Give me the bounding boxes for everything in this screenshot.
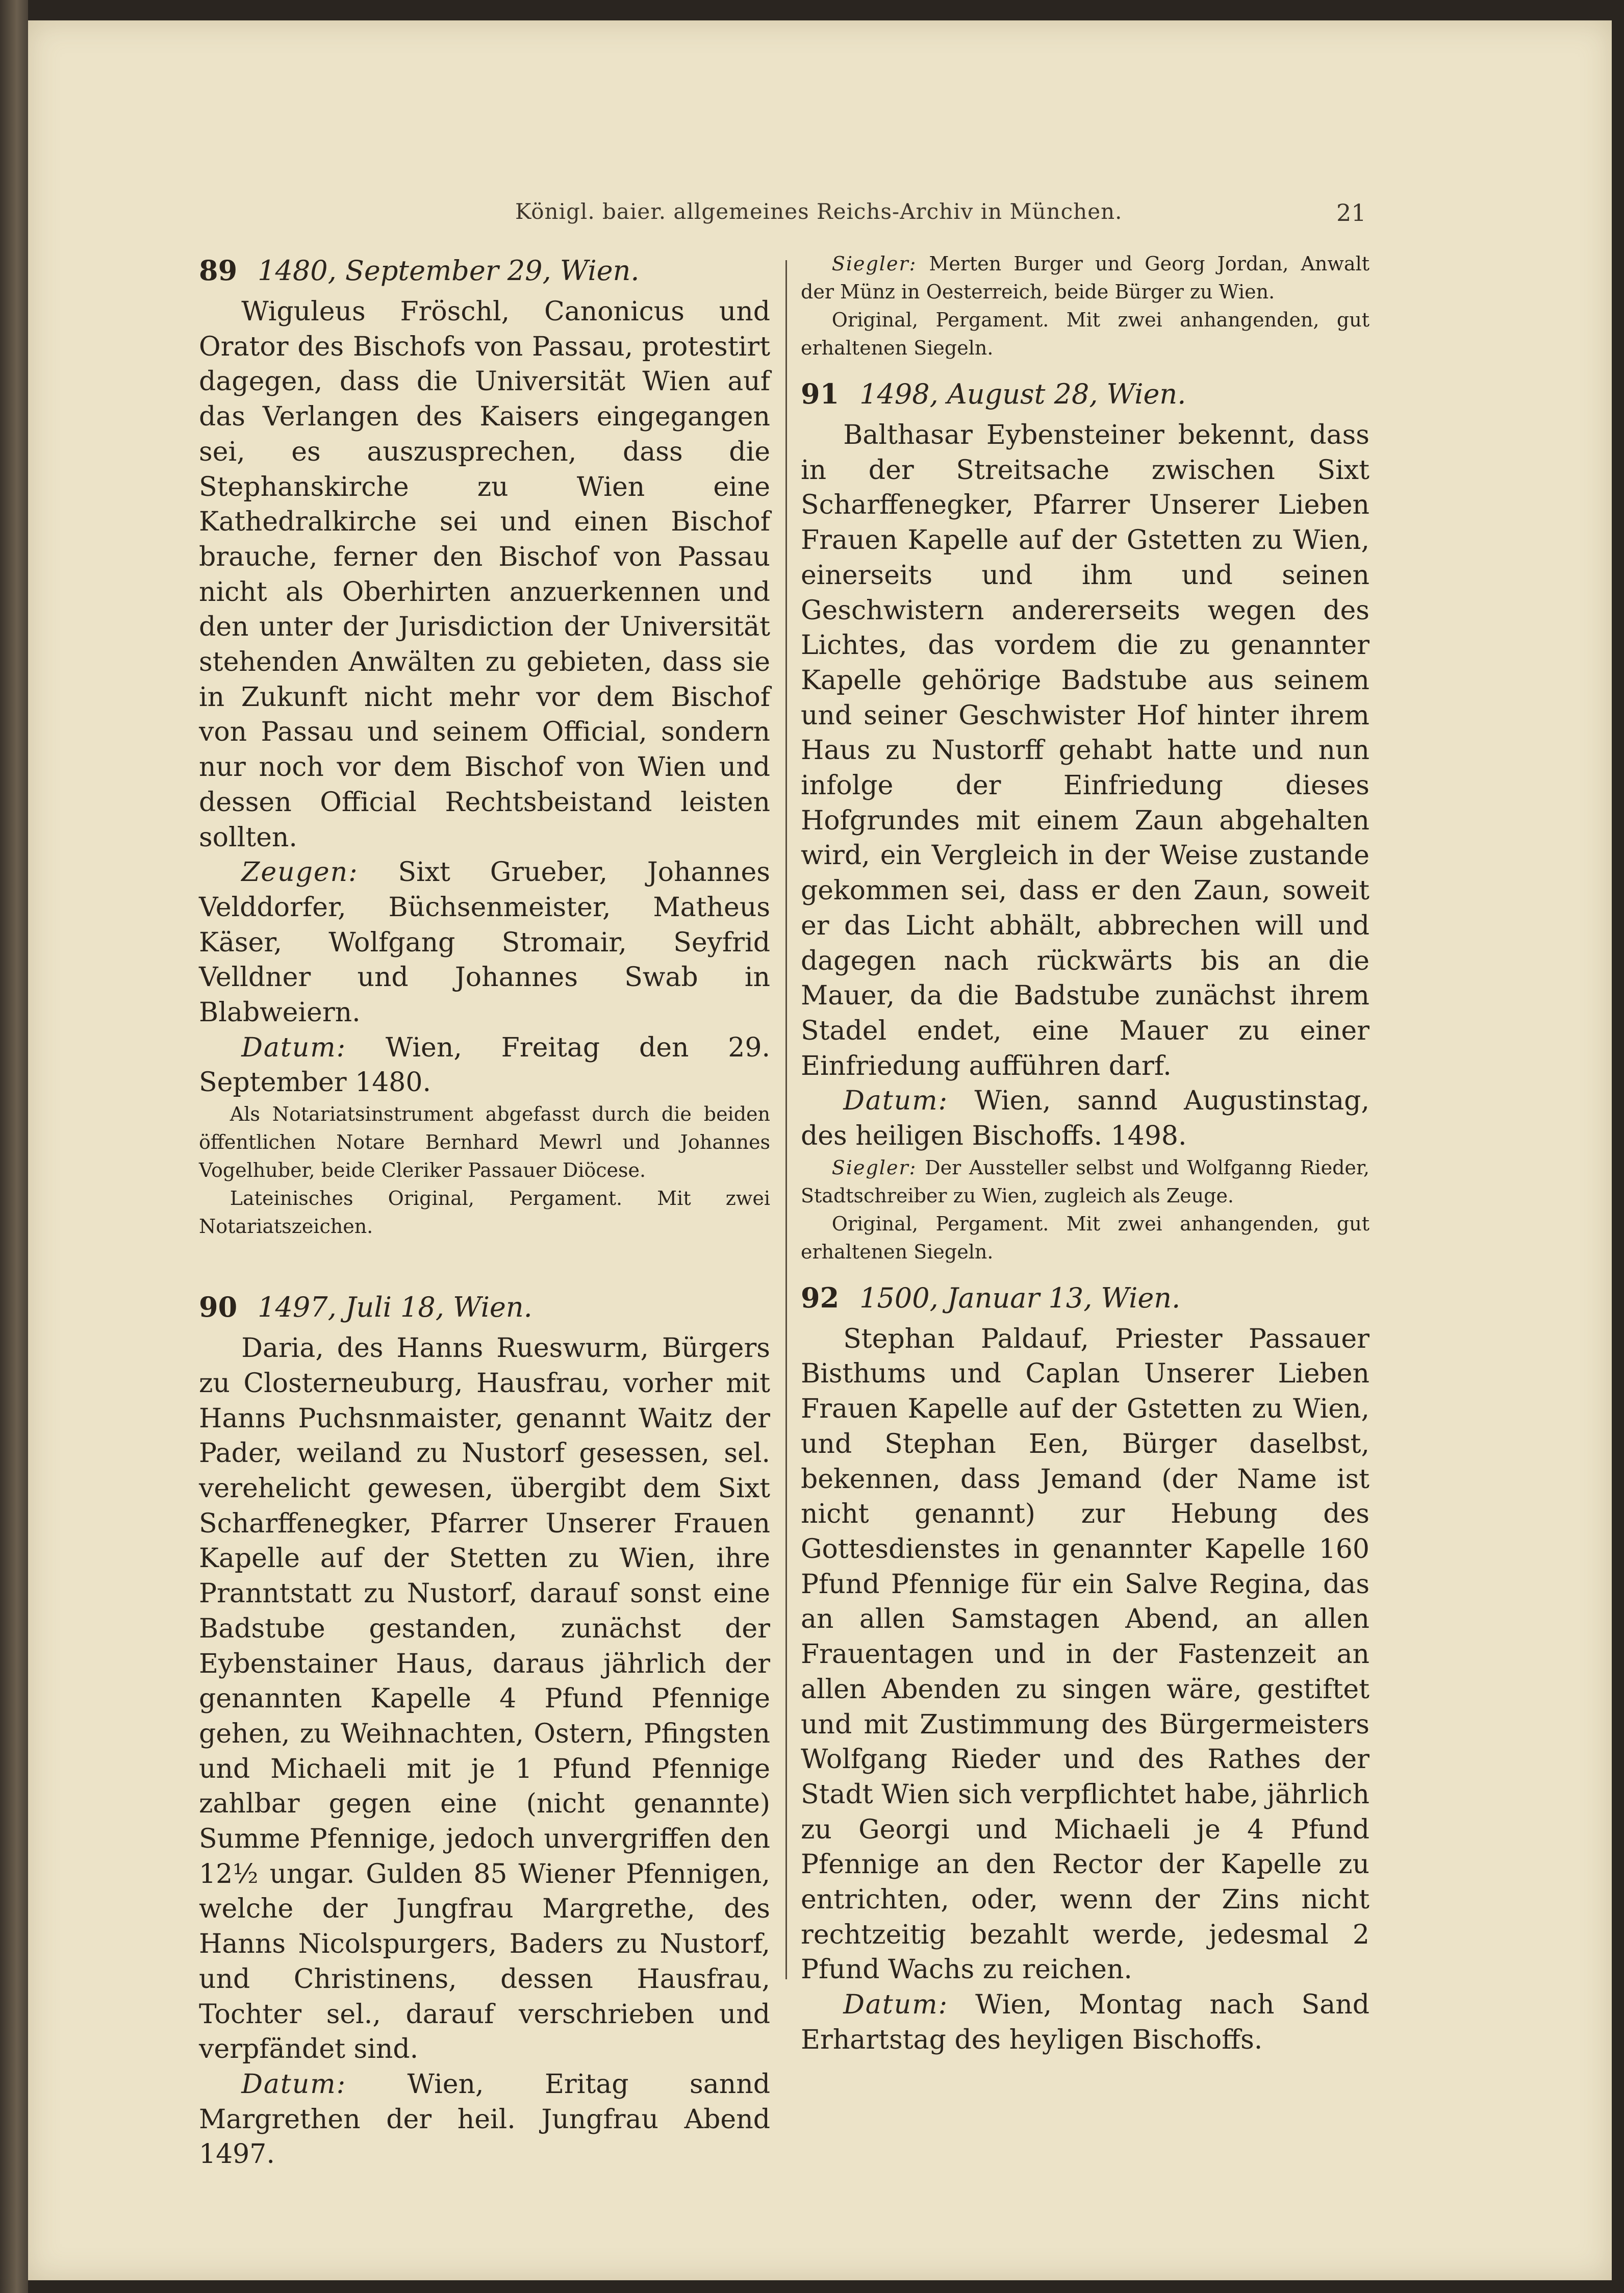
entry-91-datum [801, 1083, 1369, 1153]
entry-date: 1480, September 29, Wien. [258, 255, 640, 287]
datum-label: Datum: [843, 1989, 949, 2021]
entry-91-body: Balthasar Eybensteiner bekennt, dass in der Streitsache zwischen Sixt Scharffenegker, Pfarrer Unserer Lieben Frauen Kapelle auf der Gstetten zu Wien, einerseits und ihm und seinen Geschwistern andererseits wegen des Lichtes, das vordem die zu genannter Kapelle gehörige Badstube aus seinem und seiner Geschwister Hof hinter ihrem Haus zu Nustorff gehabt hatte und nun infolge der Einfriedung dieses Hofgrundes mit einem Zaun abgehalten wird, ein Vergleich in der Weise zustande gekommen sei, dass er den Zaun, soweit er das Licht abhält, abbrechen will und dagegen nach rückwärts bis an die Mauer, da die Badstube zunächst ihrem Stadel endet, eine Mauer zu einer Einfriedung aufführen darf. [801, 420, 1369, 1081]
entry-91-note: Original, Pergament. Mit zwei anhangenden, gut erhaltenen Siegeln. [801, 1212, 1369, 1263]
entry-90-datum [199, 2067, 770, 2172]
entry-number: 89 [199, 254, 238, 287]
right-column [801, 250, 1369, 2058]
datum-text: Wien, Eritag sannd Margrethen der heil. Jungfrau Abend 1497. [199, 2069, 770, 2170]
entry-89-heading [199, 250, 770, 291]
entry-91-siegler [801, 1154, 1369, 1210]
entry-89-body: Wiguleus Fröschl, Canonicus und Orator des Bischofs von Passau, protestirt dagegen, dass die Universität Wien auf das Verlangen des Kaisers eingegangen sei, es auszusprechen, dass die Stephanskirche zu Wien eine Kathedralkirche sei und einen Bischof brauche, ferner den Bischof von Passau nicht als Oberhirten anzuerkennen und den unter der Jurisdiction der Universität stehenden Anwälten zu gebieten, dass sie in Zukunft nicht mehr vor dem Bischof von Passau und seinem Official, sondern nur noch vor dem Bischof von Wien und dessen Official Rechtsbeistand leisten sollten. [199, 296, 770, 853]
entry-89-note-1: Als Notariatsinstrument abgefasst durch die beiden öffentlichen Notare Bernhard Mewrl und Johannes Vogelhuber, beide Cleriker Passauer Diöcese. [199, 1103, 770, 1182]
left-column [199, 250, 770, 2172]
siegler-text: Der Aussteller selbst und Wolfganng Rieder, Stadtschreiber zu Wien, zugleich als Zeuge. [801, 1156, 1369, 1207]
entry-89-datum [199, 1030, 770, 1100]
zeugen-text: Sixt Grueber, Johannes Velddorfer, Büchsenmeister, Matheus Käser, Wolfgang Stromair, Seyfrid Velldner und Johannes Swab in Blabweiern. [199, 857, 770, 1028]
entry-date: 1497, Juli 18, Wien. [258, 1291, 532, 1324]
datum-text: Wien, sannd Augustinstag, des heiligen Bischoffs. 1498. [801, 1086, 1369, 1152]
siegler-text: Merten Burger und Georg Jordan, Anwalt der Münz in Oesterreich, beide Bürger zu Wien. [801, 253, 1369, 303]
entry-date: 1500, Januar 13, Wien. [859, 1281, 1181, 1314]
entry-92-heading [801, 1277, 1369, 1319]
column-divider [785, 260, 787, 1979]
page-binding-edge [0, 0, 28, 2293]
siegler-label: Siegler: [831, 1156, 917, 1179]
zeugen-label: Zeugen: [241, 857, 359, 888]
entry-92-datum [801, 1987, 1369, 2057]
datum-text: Wien, Freitag den 29. September 1480. [199, 1032, 770, 1098]
datum-text: Wien, Montag nach Sand Erhartstag des heyligen Bischoffs. [801, 1989, 1369, 2055]
page-number: 21 [1336, 199, 1366, 226]
entry-90-heading [199, 1287, 770, 1328]
siegler-label: Siegler: [831, 253, 917, 275]
entry-89-zeugen [199, 855, 770, 1030]
entry-91-heading [801, 373, 1369, 415]
entry-90-siegler [801, 250, 1369, 306]
datum-label: Datum: [241, 1032, 347, 1063]
datum-label: Datum: [241, 2069, 347, 2100]
entry-number: 90 [199, 1291, 238, 1324]
entry-92-body: Stephan Paldauf, Priester Passauer Bisthums und Caplan Unserer Lieben Frauen Kapelle auf der Gstetten zu Wien, und Stephan Een, Bürger daselbst, bekennen, dass Jemand (der Name ist nicht genannt) zur Hebung des Gottesdienstes in genannter Kapelle 160 Pfund Pfennige für ein Salve Regina, das an allen Samstagen Abend, an allen Frauentagen und in der Fastenzeit an allen Abenden zu singen wäre, gestiftet und mit Zustimmung des Bürgermeisters Wolfgang Rieder und des Rathes der Stadt Wien sich verpflichtet habe, jährlich zu Georgi und Michaeli je 4 Pfund Pfennige an den Rector der Kapelle zu entrichten, oder, wenn der Zins nicht rechtzeitig bezahlt werde, jedesmal 2 Pfund Wachs zu reichen. [801, 1323, 1369, 1985]
datum-label: Datum: [843, 1086, 949, 1117]
entry-90-note: Original, Pergament. Mit zwei anhangenden, gut erhaltenen Siegeln. [801, 309, 1369, 359]
entry-90-body: Daria, des Hanns Rueswurm, Bürgers zu Closterneuburg, Hausfrau, vorher mit Hanns Puchsnmaister, genannt Waitz der Pader, weiland zu Nustorf gesessen, sel. verehelicht gewesen, übergibt dem Sixt Scharffenegker, Pfarrer Unserer Frauen Kapelle auf der Stetten zu Wien, ihre Pranntstatt zu Nustorf, darauf sonst eine Badstube gestanden, zunächst der Eybenstainer Haus, daraus jährlich der genannten Kapelle 4 Pfund Pfennige gehen, zu Weihnachten, Ostern, Pfingsten und Michaeli mit je 1 Pfund Pfennige zahlbar gegen eine (nicht genannte) Summe Pfennige, jedoch unvergriffen den 12½ ungar. Gulden 85 Wiener Pfennigen, welche der Jungfrau Margrethe, des Hanns Nicolspurgers, Baders zu Nustorf, und Christinens, dessen Hausfrau, Tochter sel., darauf verschrieben und verpfändet sind. [199, 1333, 770, 2065]
entry-89-note-2: Lateinisches Original, Pergament. Mit zwei Notariatszeichen. [199, 1187, 770, 1238]
entry-date: 1498, August 28, Wien. [859, 378, 1186, 410]
entry-number: 92 [801, 1281, 840, 1314]
running-header: Königl. baier. allgemeines Reichs-Archiv in München. [515, 199, 1123, 224]
entry-number: 91 [801, 377, 840, 410]
